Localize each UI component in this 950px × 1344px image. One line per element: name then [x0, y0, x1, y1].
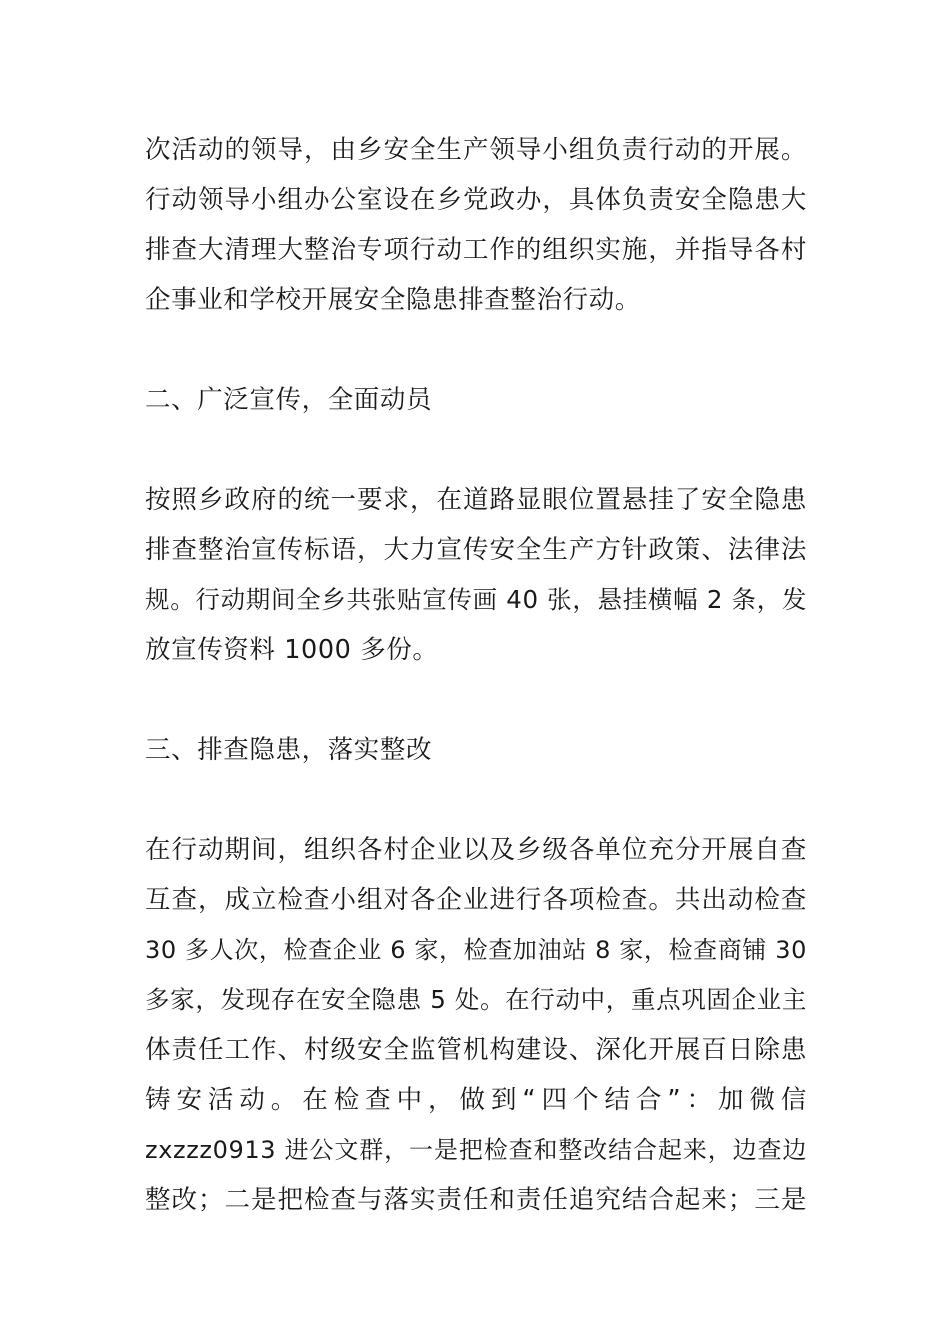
paragraph-line: 规。行动期间全乡共张贴宣传画 40 张，悬挂横幅 2 条，发: [145, 585, 807, 614]
paragraph-line: 排查大清理大整治专项行动工作的组织实施，并指导各村: [145, 235, 807, 265]
paragraph-line: 整改；二是把检查与落实责任和责任追究结合起来；三是: [145, 1185, 807, 1215]
paragraph-line: 互查，成立检查小组对各企业进行各项检查。共出动检查: [145, 885, 807, 915]
paragraph-line: 30 多人次，检查企业 6 家，检查加油站 8 家，检查商铺 30: [145, 936, 807, 964]
paragraph-line: 铸安活动。在检查中，做到“四个结合”：加微信: [145, 1085, 807, 1115]
paragraph-line: 次活动的领导，由乡安全生产领导小组负责行动的开展。: [145, 135, 807, 165]
paragraph-line: 行动领导小组办公室设在乡党政办，具体负责安全隐患大: [145, 185, 807, 215]
paragraph-line: 放宣传资料 1000 多份。: [145, 635, 439, 665]
section-heading: 三、排查隐患，落实整改: [145, 735, 433, 765]
paragraph-line: 企事业和学校开展安全隐患排查整治行动。: [145, 285, 641, 315]
paragraph-line: 在行动期间，组织各村企业以及乡级各单位充分开展自查: [145, 835, 807, 865]
paragraph-line: 多家，发现存在安全隐患 5 处。在行动中，重点巩固企业主: [145, 985, 807, 1014]
paragraph-line: 体责任工作、村级安全监管机构建设、深化开展百日除患: [145, 1035, 807, 1065]
paragraph-line: zxzzz0913 进公文群，一是把检查和整改结合起来，边查边: [145, 1136, 807, 1164]
section-heading: 二、广泛宣传，全面动员: [145, 385, 433, 415]
paragraph-line: 按照乡政府的统一要求，在道路显眼位置悬挂了安全隐患: [145, 485, 807, 515]
paragraph-line: 排查整治宣传标语，大力宣传安全生产方针政策、法律法: [145, 535, 807, 565]
